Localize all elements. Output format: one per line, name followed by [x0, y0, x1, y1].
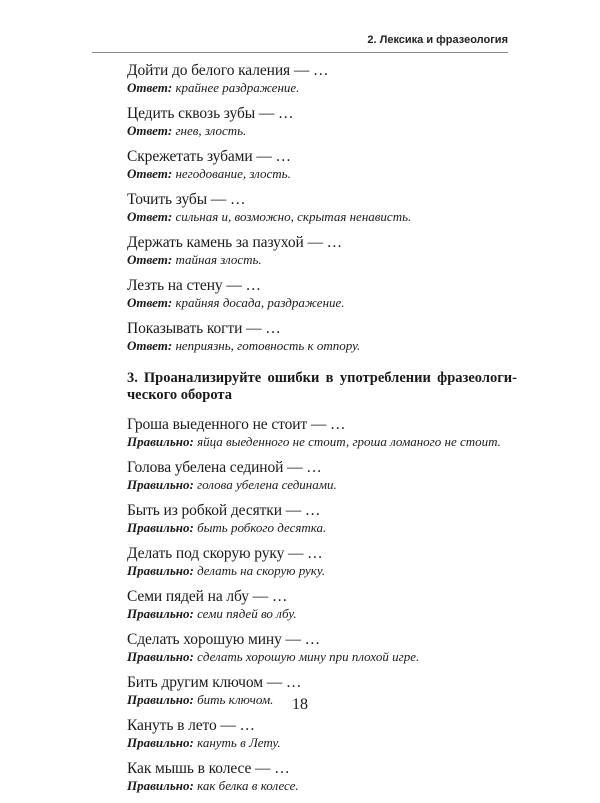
list-item — [127, 148, 517, 182]
answer-text: неприязнь, готовность к отпору. — [175, 338, 361, 353]
answer-label: Правильно: — [127, 563, 194, 578]
page-number: 18 — [292, 696, 308, 713]
answer-text: яйца выеденного не стоит, гроша ломаного не стоит. — [197, 434, 501, 449]
answer-label: Правильно: — [127, 477, 194, 492]
idiom-answer — [127, 778, 517, 794]
idiom-question: Быть из робкой десятки — … — [127, 502, 321, 519]
idiom-answer — [127, 338, 517, 354]
idiom-answer — [127, 209, 517, 225]
idiom-question: Кануть в лето — … — [127, 717, 255, 734]
answer-label: Ответ: — [127, 166, 173, 181]
list-item — [127, 502, 517, 536]
answer-text: сделать хорошую мину при плохой игре. — [197, 649, 420, 664]
idiom-question: Лезть на стену — … — [127, 277, 261, 294]
answer-text: семи пядей во лбу. — [197, 606, 297, 621]
section-heading — [127, 370, 517, 404]
list-item — [127, 545, 517, 579]
list-item — [127, 277, 517, 311]
section-number: 3. — [127, 370, 138, 386]
running-header-title: 2. Лексика и фразеология — [367, 34, 508, 46]
answer-text: быть робкого десятка. — [197, 520, 327, 535]
answer-label: Ответ: — [127, 80, 173, 95]
idiom-answer — [127, 649, 517, 665]
running-header — [92, 34, 508, 53]
answers-list-2 — [127, 416, 517, 794]
idiom-question: Бить другим ключом — … — [127, 674, 302, 691]
idiom-question: Гроша выеденного не стоит — … — [127, 416, 346, 433]
answer-label: Ответ: — [127, 209, 173, 224]
idiom-question: Скрежетать зубами — … — [127, 148, 291, 165]
answer-text: негодование, злость. — [175, 166, 291, 181]
idiom-question: Голова убелена сединой — … — [127, 459, 322, 476]
idiom-question: Держать камень за пазухой — … — [127, 234, 343, 251]
idiom-answer — [127, 477, 517, 493]
idiom-answer — [127, 80, 517, 96]
answer-label: Правильно: — [127, 735, 194, 750]
answer-label: Правильно: — [127, 434, 194, 449]
answer-label: Ответ: — [127, 123, 173, 138]
answer-text: сильная и, возможно, скрытая ненависть. — [175, 209, 412, 224]
list-item — [127, 416, 517, 450]
answer-text: крайнее раздражение. — [175, 80, 300, 95]
list-item — [127, 459, 517, 493]
answer-text: голова убелена сединами. — [197, 477, 337, 492]
idiom-answer — [127, 606, 517, 622]
idiom-question: Семи пядей на лбу — … — [127, 588, 288, 605]
answer-label: Правильно: — [127, 692, 194, 707]
answer-label: Правильно: — [127, 606, 194, 621]
section-title-text: Проанализируйте ошибки в употреблении фразеологи-ческого оборота — [127, 370, 517, 403]
idiom-question: Точить зубы — … — [127, 191, 246, 208]
answer-text: делать на скорую руку. — [197, 563, 326, 578]
answer-text: тайная злость. — [175, 252, 262, 267]
list-item — [127, 234, 517, 268]
idiom-question: Дойти до белого каления — … — [127, 62, 329, 79]
answer-text: кануть в Лету. — [197, 735, 281, 750]
idiom-answer — [127, 295, 517, 311]
idiom-question: Сделать хорошую мину — … — [127, 631, 321, 648]
idiom-question: Делать под скорую руку — … — [127, 545, 323, 562]
answer-text: бить ключом. — [197, 692, 274, 707]
list-item — [127, 62, 517, 96]
list-item — [127, 717, 517, 751]
list-item — [127, 631, 517, 665]
idiom-answer — [127, 252, 517, 268]
list-item — [127, 105, 517, 139]
answer-label: Ответ: — [127, 338, 173, 353]
list-item — [127, 191, 517, 225]
idiom-answer — [127, 166, 517, 182]
idiom-answer — [127, 735, 517, 751]
list-item — [127, 760, 517, 794]
idiom-answer — [127, 520, 517, 536]
answer-label: Ответ: — [127, 295, 173, 310]
idiom-answer — [127, 123, 517, 139]
answer-label: Правильно: — [127, 520, 194, 535]
idiom-answer — [127, 434, 517, 450]
list-item — [127, 320, 517, 354]
idiom-question: Как мышь в колесе — … — [127, 760, 290, 777]
answer-text: крайняя досада, раздражение. — [175, 295, 345, 310]
answer-text: гнев, злость. — [175, 123, 247, 138]
answer-label: Правильно: — [127, 778, 194, 793]
idiom-question: Цедить сквозь зубы — … — [127, 105, 294, 122]
idiom-answer — [127, 563, 517, 579]
idiom-question: Показывать когти — … — [127, 320, 281, 337]
answers-list-1 — [127, 62, 517, 354]
list-item — [127, 588, 517, 622]
answer-label: Ответ: — [127, 252, 173, 267]
answer-label: Правильно: — [127, 649, 194, 664]
answer-text: как белка в колесе. — [197, 778, 299, 793]
page-content — [127, 62, 517, 803]
